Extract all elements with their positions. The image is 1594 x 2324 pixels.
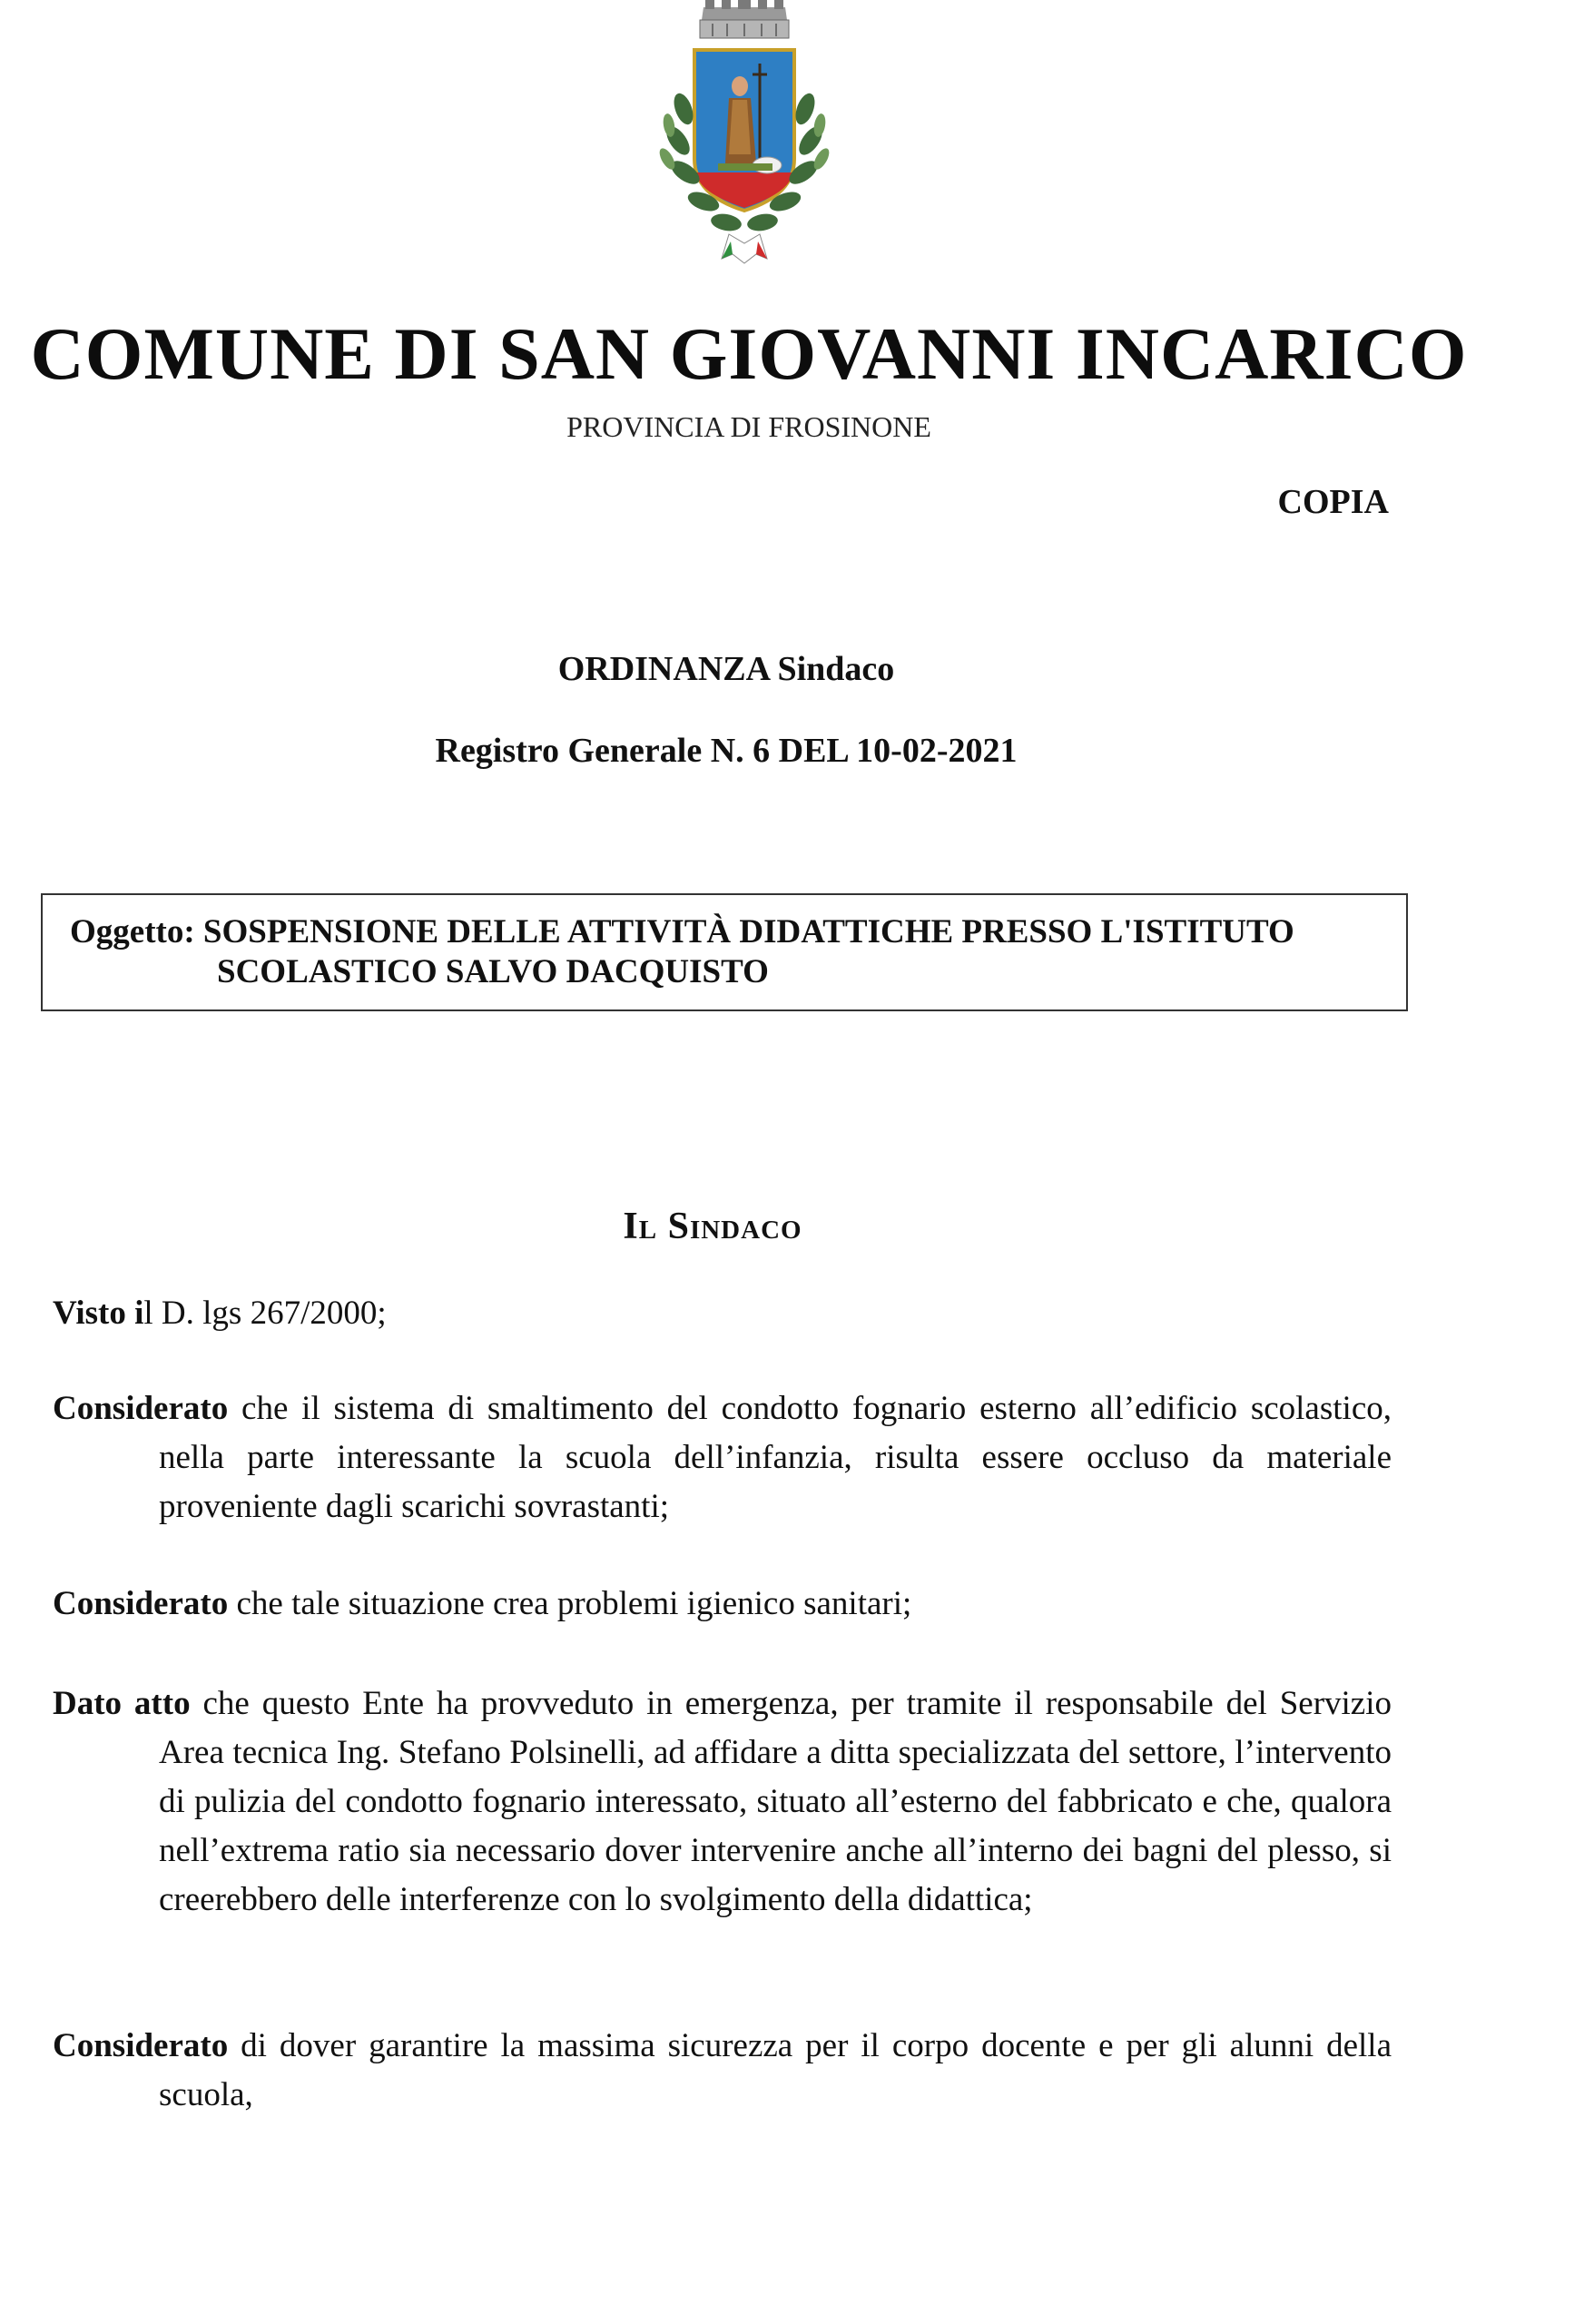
municipality-title: COMUNE DI SAN GIOVANNI INCARICO	[30, 312, 1468, 395]
paragraph-lead: Considerato	[53, 2027, 229, 2064]
paragraph-lead: Considerato	[53, 1585, 229, 1622]
subject-box	[41, 893, 1408, 1011]
paragraph-lead: Considerato	[53, 1390, 229, 1427]
subject-text-1: SOSPENSIONE DELLE ATTIVITÀ DIDATTICHE PRESSO L'ISTITUTO	[202, 913, 1294, 950]
municipal-crest-icon	[631, 0, 858, 272]
paragraph-visto	[53, 1289, 1392, 1338]
paragraph-considerato-3	[53, 2022, 1392, 2120]
paragraph-text: che il sistema di smaltimento del condotto fognario esterno all’edificio scolastico, nella parte interessante la scuola dell’infanzia, risulta essere occluso da materiale proveniente dagli scarichi sovrastanti;	[159, 1390, 1392, 1525]
paragraph-considerato-2	[53, 1580, 1392, 1629]
paragraph-text: di dover garantire la massima sicurezza per il corpo docente e per gli alunni della scuola,	[159, 2027, 1392, 2113]
subject-line-1	[70, 911, 1294, 953]
paragraph-text: l D. lgs 267/2000;	[143, 1295, 387, 1332]
authority-heading: Il Sindaco	[623, 1206, 802, 1247]
register-number: Registro Generale N. 6 DEL 10-02-2021	[435, 732, 1018, 770]
province-name: PROVINCIA DI FROSINONE	[566, 410, 931, 443]
paragraph-dato-atto	[53, 1679, 1392, 1925]
subject-label: Oggetto:	[70, 913, 195, 950]
paragraph-text: che questo Ente ha provveduto in emergenza, per tramite il responsabile del Servizio Area tecnica Ing. Stefano Polsinelli, ad affidare a ditta specializzata del settore, l’intervento di pulizia del condotto fognario interessato, situato all’esterno del fabbricato e che, qualora nell’extrema ratio sia necessario dover intervenire anche all’interno dei bagni del plesso, si creerebbero delle interferenze con lo svolgimento della didattica;	[159, 1685, 1392, 1918]
ordinance-type: ORDINANZA Sindaco	[557, 650, 895, 688]
paragraph-lead: Visto i	[53, 1295, 144, 1332]
paragraph-considerato-1	[53, 1384, 1392, 1531]
paragraph-lead: Dato atto	[53, 1685, 191, 1722]
paragraph-text: che tale situazione crea problemi igienico sanitari;	[228, 1585, 912, 1622]
copy-mark: COPIA	[1277, 483, 1389, 521]
subject-line-2: SCOLASTICO SALVO DACQUISTO	[217, 953, 769, 990]
